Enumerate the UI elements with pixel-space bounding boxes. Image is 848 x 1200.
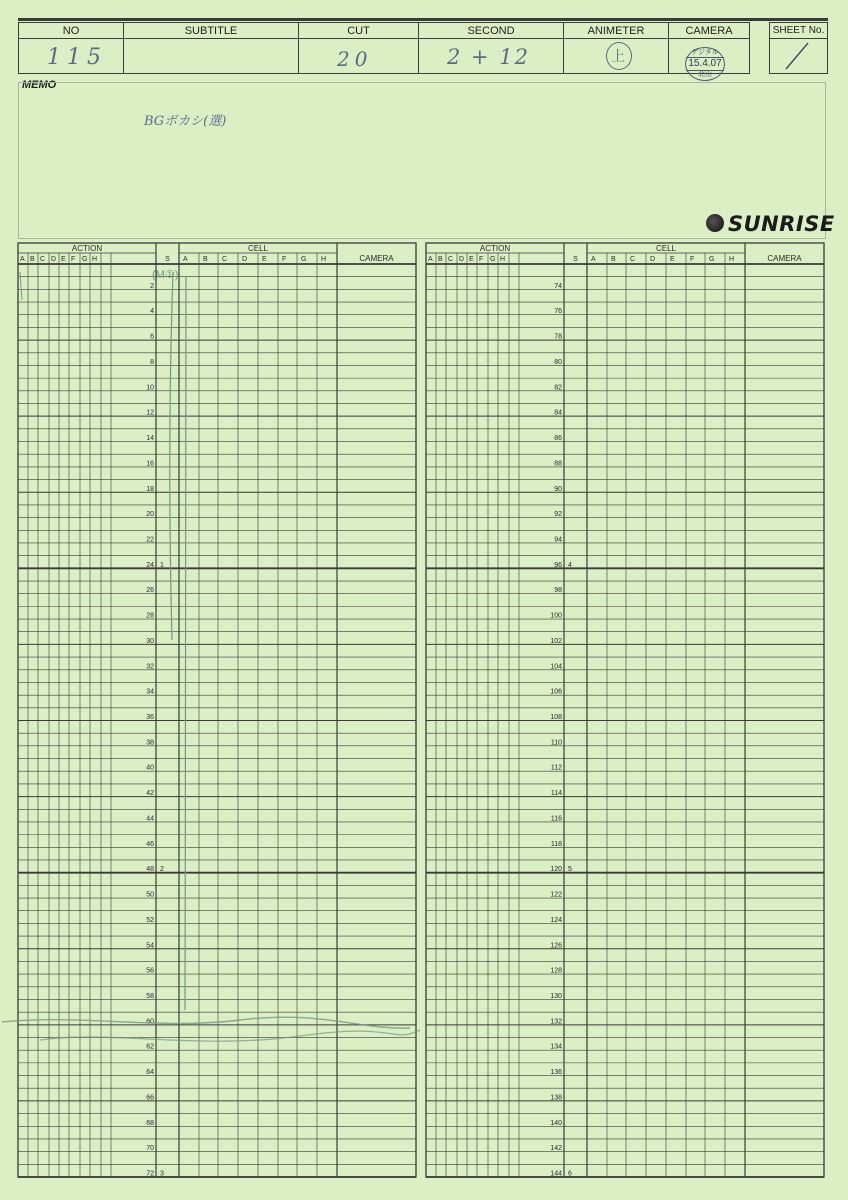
- right-frame-number: 84: [554, 409, 562, 417]
- left-frame-number: 34: [146, 688, 154, 696]
- header-no-label: NO: [62, 25, 80, 37]
- left-frame-number: 70: [146, 1145, 154, 1153]
- left-frame-number: 56: [146, 967, 154, 975]
- left-camera-header: CAMERA: [359, 254, 394, 263]
- right-frame-number: 140: [550, 1119, 562, 1127]
- header-camera-label: CAMERA: [685, 25, 733, 37]
- left-cell-letter: B: [203, 256, 208, 263]
- left-action-letter: C: [40, 256, 46, 263]
- right-frame-number: 138: [550, 1094, 562, 1102]
- header-animeter-value[interactable]: 上: [611, 49, 625, 65]
- left-frame-number: 48: [146, 866, 154, 874]
- right-frame-number: 126: [550, 942, 562, 950]
- header-animeter-label: ANIMETER: [587, 25, 645, 37]
- left-action-header: ACTION: [71, 244, 103, 253]
- right-frame-number: 122: [550, 891, 562, 899]
- left-cell-letter: G: [301, 256, 307, 263]
- header-no-value[interactable]: 115: [47, 45, 107, 70]
- left-frame-number: 4: [150, 308, 154, 316]
- header-sheet-label: SHEET No.: [772, 25, 825, 36]
- right-frame-number: 104: [550, 663, 562, 671]
- left-s-header: S: [165, 256, 170, 263]
- header-cut-value[interactable]: 20: [337, 47, 373, 71]
- right-frame-number: 90: [554, 485, 562, 493]
- left-frame-number: 14: [146, 435, 154, 443]
- left-cell-header: CELL: [247, 244, 269, 253]
- right-frame-number: 106: [550, 688, 562, 696]
- right-cell-letter: E: [670, 256, 675, 263]
- right-frame-number: 102: [550, 637, 562, 645]
- right-cell-letter: D: [650, 256, 656, 263]
- left-cell-letter: E: [262, 256, 267, 263]
- header-second-value[interactable]: 2 + 12: [447, 45, 531, 69]
- stamp-top-text: デジタル: [691, 49, 719, 56]
- right-frame-number: 80: [554, 358, 562, 366]
- left-frame-number: 18: [146, 485, 154, 493]
- left-action-letter: A: [20, 256, 25, 263]
- right-cell-header: CELL: [655, 244, 677, 253]
- right-cell-letter: B: [611, 256, 616, 263]
- pencil-scribble-1: [2, 1017, 410, 1028]
- right-action-letter: A: [428, 256, 433, 263]
- pencil-hold-line-cell: [185, 276, 186, 1010]
- left-frame-number: 54: [146, 942, 154, 950]
- right-second-number: 4: [568, 561, 572, 569]
- right-frame-number: 96: [554, 561, 562, 569]
- right-action-header: ACTION: [479, 244, 511, 253]
- left-action-letter: H: [92, 256, 98, 263]
- right-second-number: 5: [568, 866, 572, 874]
- left-cell-letter: H: [321, 256, 327, 263]
- right-frame-number: 74: [554, 282, 562, 290]
- left-frame-number: 22: [146, 536, 154, 544]
- left-frame-number: 30: [146, 637, 154, 645]
- left-frame-number: 58: [146, 992, 154, 1000]
- right-frame-number: 100: [550, 612, 562, 620]
- header-subtitle-label: SUBTITLE: [184, 25, 238, 37]
- left-frame-number: 20: [146, 511, 154, 519]
- right-action-letter: D: [459, 256, 465, 263]
- right-frame-number: 98: [554, 587, 562, 595]
- right-frame-number: 134: [550, 1043, 562, 1051]
- right-frame-number: 132: [550, 1018, 562, 1026]
- right-second-number: 6: [568, 1170, 572, 1178]
- right-frame-number: 128: [550, 967, 562, 975]
- right-frame-number: 78: [554, 333, 562, 341]
- right-cell-letter: G: [709, 256, 715, 263]
- left-frame-number: 12: [146, 409, 154, 417]
- left-frame-number: 6: [150, 333, 154, 341]
- stamp-date-text: 15.4.07: [686, 57, 724, 71]
- left-frame-number: 10: [146, 384, 154, 392]
- left-frame-number: 46: [146, 840, 154, 848]
- right-frame-number: 82: [554, 384, 562, 392]
- right-panel-border: [426, 243, 824, 1177]
- right-camera-header: CAMERA: [767, 254, 802, 263]
- left-frame-number: 26: [146, 587, 154, 595]
- right-action-letter: B: [438, 256, 443, 263]
- right-frame-number: 110: [550, 739, 562, 747]
- right-frame-number: 94: [554, 536, 562, 544]
- right-action-letter: G: [490, 256, 496, 263]
- right-action-letter: H: [500, 256, 506, 263]
- left-frame-number: 66: [146, 1094, 154, 1102]
- left-cell-letter: F: [282, 256, 287, 263]
- right-s-header: S: [573, 256, 578, 263]
- left-frame-number: 28: [146, 612, 154, 620]
- left-action-letter: E: [61, 256, 66, 263]
- left-action-letter: B: [30, 256, 35, 263]
- right-frame-number: 76: [554, 308, 562, 316]
- left-frame-number: 38: [146, 739, 154, 747]
- left-action-letter: G: [82, 256, 88, 263]
- right-frame-number: 108: [550, 714, 562, 721]
- right-frame-number: 136: [550, 1069, 562, 1077]
- right-cell-letter: C: [630, 256, 636, 263]
- right-action-letter: C: [448, 256, 454, 263]
- left-frame-number: 8: [150, 358, 154, 366]
- pencil-cell-note: (M①): [152, 269, 179, 281]
- left-frame-number: 60: [146, 1018, 154, 1026]
- right-frame-number: 86: [554, 435, 562, 443]
- left-frame-number: 52: [146, 916, 154, 924]
- left-frame-number: 68: [146, 1119, 154, 1127]
- right-frame-number: 92: [554, 511, 562, 519]
- stamp-bottom-text: 北山: [698, 71, 712, 78]
- pencil-scribble-2: [40, 1030, 420, 1041]
- memo-note: BGボカシ(選): [144, 114, 227, 129]
- right-frame-number: 118: [550, 840, 562, 848]
- right-cell-letter: H: [729, 256, 735, 263]
- left-second-number: 3: [160, 1170, 164, 1178]
- right-frame-number: 116: [550, 815, 562, 823]
- right-frame-number: 142: [550, 1145, 562, 1153]
- right-frame-number: 120: [550, 866, 562, 874]
- left-frame-number: 16: [146, 460, 154, 468]
- right-cell-letter: A: [591, 256, 596, 263]
- left-cell-letter: D: [242, 256, 248, 263]
- logo-text: SUNRISE: [728, 212, 835, 236]
- left-frame-number: 50: [146, 891, 154, 899]
- left-second-number: 1: [160, 561, 164, 569]
- right-frame-number: 124: [550, 916, 562, 924]
- right-action-letter: E: [469, 256, 474, 263]
- left-frame-number: 42: [146, 790, 154, 798]
- header-cut-label: CUT: [347, 25, 370, 37]
- left-second-number: 2: [160, 866, 164, 874]
- left-frame-number: 64: [146, 1069, 154, 1077]
- left-cell-letter: C: [222, 256, 228, 263]
- right-frame-number: 144: [550, 1170, 562, 1178]
- left-cell-letter: A: [183, 256, 188, 263]
- left-action-letter: F: [71, 256, 76, 263]
- left-frame-number: 62: [146, 1043, 154, 1051]
- left-frame-number: 44: [146, 815, 154, 823]
- left-frame-number: 36: [146, 714, 154, 721]
- header-second-label: SECOND: [467, 25, 515, 37]
- memo-label: MEMO: [22, 79, 57, 91]
- right-frame-number: 130: [550, 992, 562, 1000]
- left-action-letter: D: [51, 256, 57, 263]
- left-frame-number: 72: [146, 1170, 154, 1178]
- right-frame-number: 88: [554, 460, 562, 468]
- left-frame-number: 32: [146, 663, 154, 671]
- right-action-letter: F: [479, 256, 484, 263]
- right-cell-letter: F: [690, 256, 695, 263]
- left-frame-number: 40: [146, 764, 154, 772]
- right-frame-number: 114: [550, 790, 562, 798]
- left-frame-number: 2: [150, 282, 154, 290]
- right-frame-number: 112: [550, 764, 562, 772]
- pencil-tick-action: [20, 272, 22, 300]
- left-frame-number: 24: [146, 561, 154, 569]
